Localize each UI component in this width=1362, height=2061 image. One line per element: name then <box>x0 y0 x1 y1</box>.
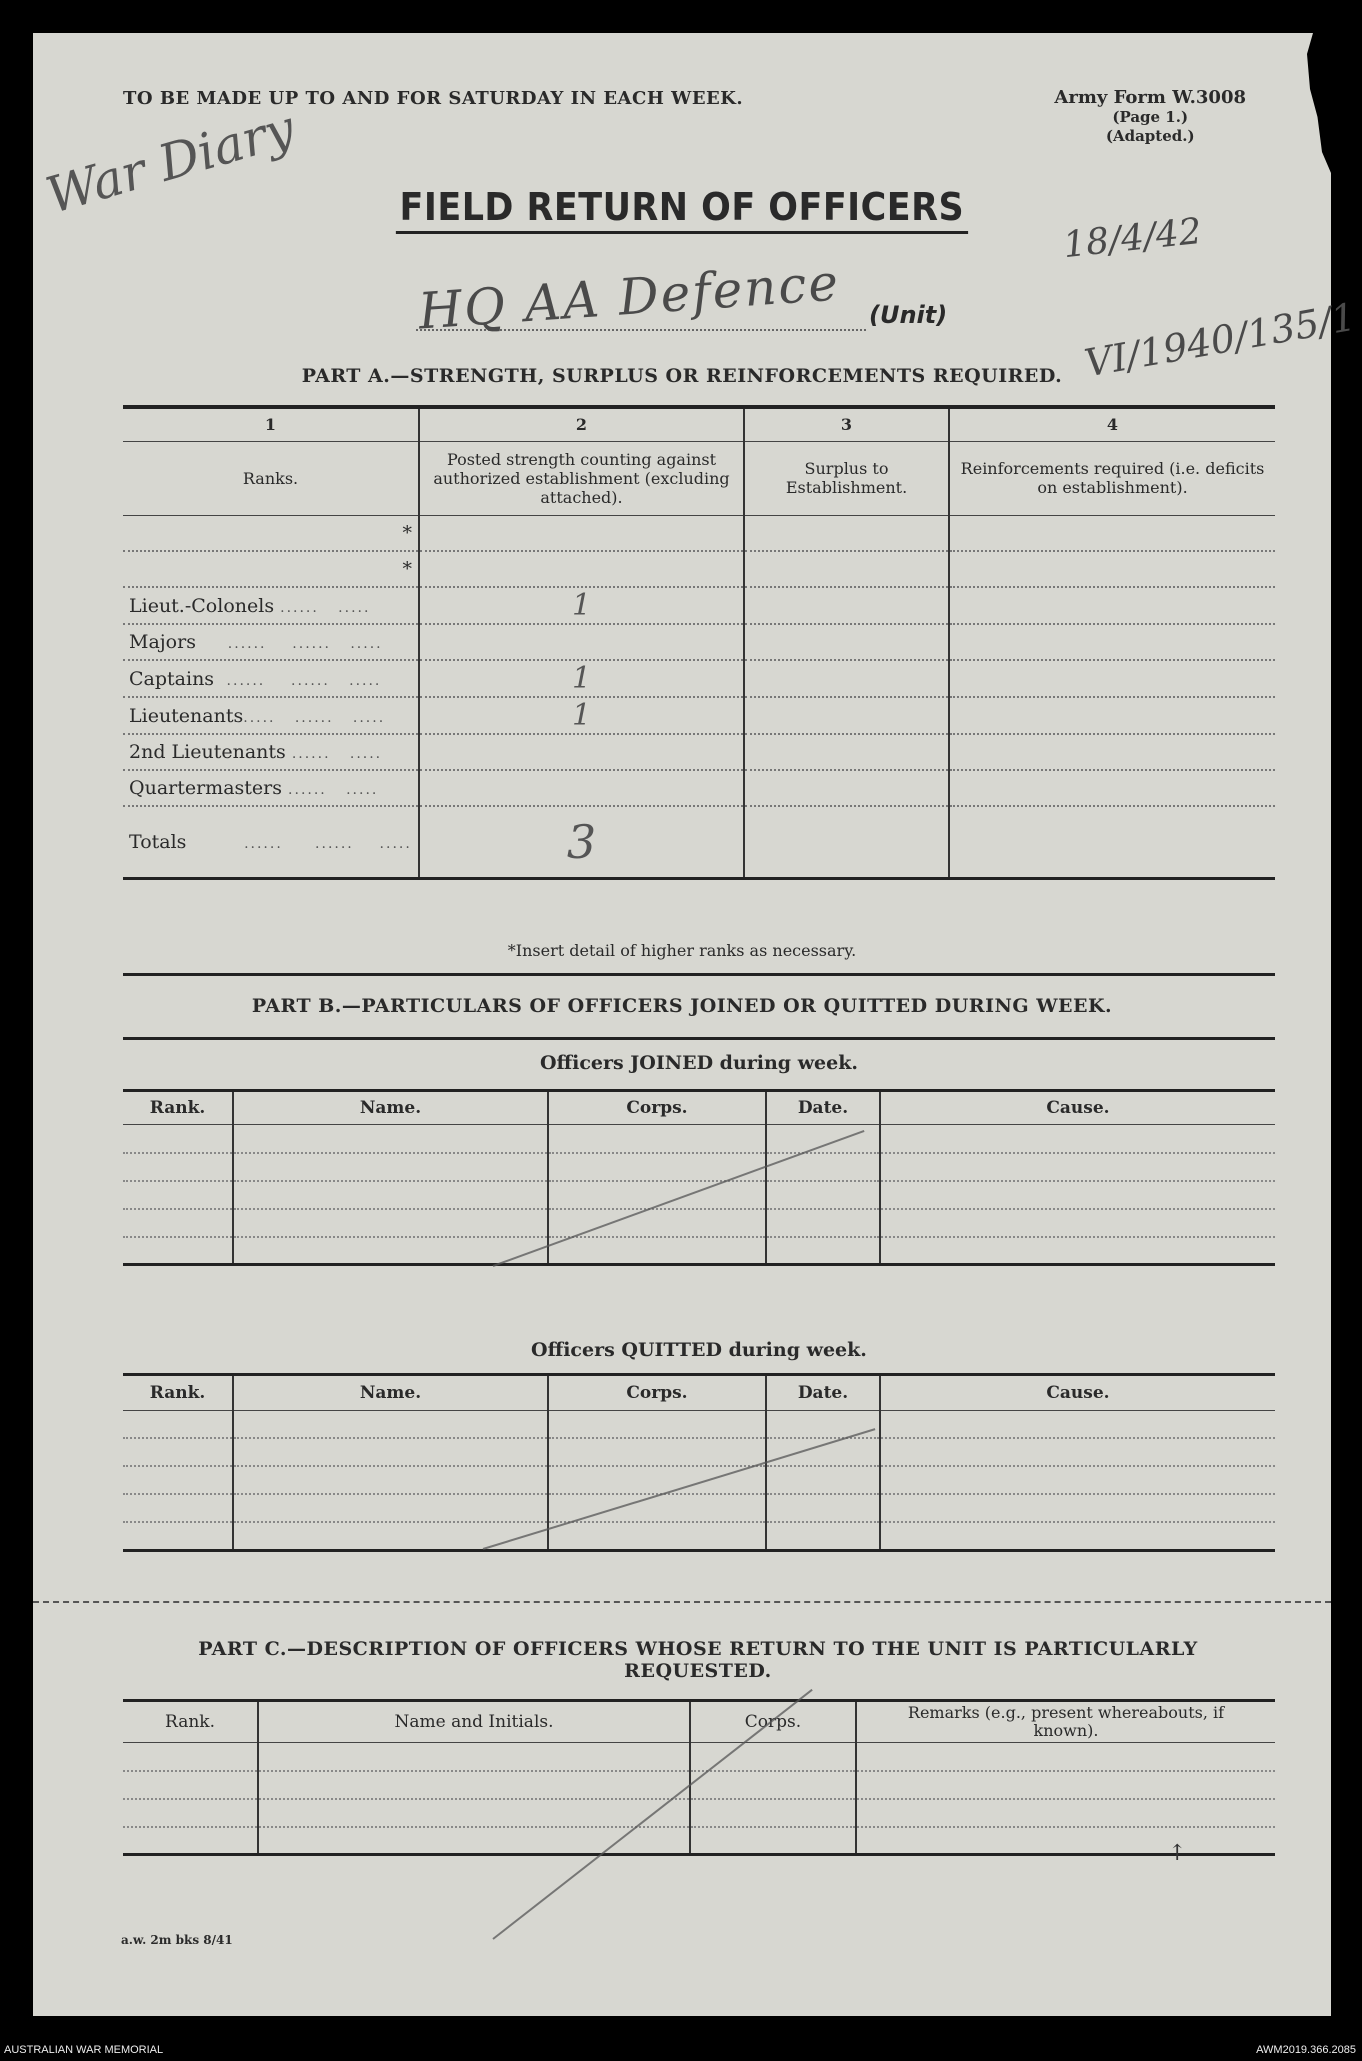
col-cause: Cause. <box>880 1376 1275 1410</box>
table-row <box>123 660 1275 697</box>
table-row <box>123 587 1275 624</box>
form-number-block <box>1054 87 1246 146</box>
table-row <box>123 1743 1275 1771</box>
rank-cell: Majors ...... ...... ..... <box>123 624 419 660</box>
strength-cell <box>419 515 744 551</box>
rank-label: Quartermasters <box>129 777 282 799</box>
rank-cell: Quartermasters ...... ..... <box>123 770 419 806</box>
divider <box>123 973 1275 976</box>
col-name: Name. <box>233 1091 548 1125</box>
col-name-initials: Name and Initials. <box>258 1701 690 1743</box>
col-corps: Corps. <box>690 1701 856 1743</box>
form-sheet <box>33 33 1360 2016</box>
date-annotation: 18/4/42 <box>1061 210 1204 267</box>
col-name: Name. <box>233 1376 548 1410</box>
part-c-heading: PART C.—DESCRIPTION OF OFFICERS WHOSE RETURN TO THE UNIT IS PARTICULARLY REQUESTED. <box>198 1638 1198 1682</box>
rank-cell: Lieutenants..... ...... ..... <box>123 697 419 734</box>
unit-label: (Unit) <box>869 301 948 329</box>
table-row <box>123 734 1275 770</box>
rank-label: Lieut.-Colonels <box>129 594 275 617</box>
col-heading-ranks: Ranks. <box>123 441 419 515</box>
strength-cell: 1 <box>419 697 744 734</box>
totals-row <box>123 806 1275 878</box>
col-number: 2 <box>419 407 744 441</box>
table-row <box>123 1799 1275 1827</box>
strength-cell: 1 <box>419 660 744 697</box>
page-title: FIELD RETURN OF OFFICERS <box>396 185 968 234</box>
unit-handwritten: HQ AA Defence <box>416 253 842 341</box>
table-row <box>123 770 1275 806</box>
quitted-table <box>123 1376 1275 1552</box>
archive-caption: AUSTRALIAN WAR MEMORIAL <box>4 2044 164 2056</box>
perforation-line <box>33 1601 1331 1603</box>
rank-cell: * <box>123 515 419 551</box>
footnote: *Insert detail of higher ranks as necessary. <box>507 941 857 960</box>
strength-cell: 1 <box>419 587 744 624</box>
table-row <box>123 1209 1275 1237</box>
col-corps: Corps. <box>548 1091 766 1125</box>
strength-cell <box>419 770 744 806</box>
strength-cell <box>419 624 744 660</box>
form-adapted: (Adapted.) <box>1105 127 1195 145</box>
table-row <box>123 515 1275 551</box>
col-heading-surplus: Surplus to Establishment. <box>744 441 949 515</box>
col-number: 4 <box>949 407 1275 441</box>
strength-cell <box>419 734 744 770</box>
table-row <box>123 1125 1275 1153</box>
col-date: Date. <box>766 1091 880 1125</box>
part-a-heading: PART A.—STRENGTH, SURPLUS OR REINFORCEMENTS REQUIRED. <box>301 365 1063 387</box>
totals-cell: Totals ...... ...... ..... <box>123 806 419 878</box>
joined-table <box>123 1089 1275 1266</box>
form-number: Army Form W.3008 <box>1054 87 1246 108</box>
form-page: (Page 1.) <box>1112 108 1189 126</box>
divider <box>123 1037 1275 1040</box>
table-row <box>123 1771 1275 1799</box>
table-row <box>123 1466 1275 1494</box>
strength-cell <box>419 551 744 587</box>
rank-cell: * <box>123 551 419 587</box>
col-heading-posted-strength: Posted strength counting against authorized establishment (excluding attached). <box>419 441 744 515</box>
col-cause: Cause. <box>880 1091 1275 1125</box>
col-heading-reinforcements: Reinforcements required (i.e. deficits on establishment). <box>949 441 1275 515</box>
table-row <box>123 1181 1275 1209</box>
quitted-heading: Officers QUITTED during week. <box>531 1339 867 1361</box>
rank-label: Majors <box>129 631 196 653</box>
print-code: a.w. 2m bks 8/41 <box>121 1933 233 1947</box>
table-row <box>123 1410 1275 1438</box>
table-row <box>123 697 1275 734</box>
col-rank: Rank. <box>123 1701 258 1743</box>
rank-label: Lieutenants <box>129 704 244 727</box>
table-row <box>123 1827 1275 1855</box>
rank-cell: Lieut.-Colonels ...... ..... <box>123 587 419 624</box>
rank-cell: Captains ...... ...... ..... <box>123 660 419 697</box>
joined-heading: Officers JOINED during week. <box>539 1052 859 1074</box>
col-number: 3 <box>744 407 949 441</box>
table-row <box>123 624 1275 660</box>
table-row <box>123 551 1275 587</box>
rank-label: 2nd Lieutenants <box>129 741 286 763</box>
war-diary-annotation: War Diary <box>39 99 301 225</box>
rank-cell: 2nd Lieutenants ...... ..... <box>123 734 419 770</box>
table-row <box>123 1494 1275 1522</box>
part-b-heading: PART B.—PARTICULARS OF OFFICERS JOINED OR QUITTED DURING WEEK. <box>251 995 1113 1017</box>
col-rank: Rank. <box>123 1376 233 1410</box>
pencil-mark: ↑ <box>1168 1841 1187 1866</box>
col-rank: Rank. <box>123 1091 233 1125</box>
table-row <box>123 1153 1275 1181</box>
col-date: Date. <box>766 1376 880 1410</box>
instruction-line: TO BE MADE UP TO AND FOR SATURDAY IN EACH WEEK. <box>123 88 744 109</box>
reference-annotation: VI/1940/135/1 <box>1081 294 1360 386</box>
rank-label: Captains <box>129 667 215 690</box>
totals-label: Totals <box>129 830 187 853</box>
col-number: 1 <box>123 407 419 441</box>
col-remarks: Remarks (e.g., present whereabouts, if known). <box>856 1701 1275 1743</box>
torn-corner <box>1301 33 1331 173</box>
table-row <box>123 1522 1275 1550</box>
col-corps: Corps. <box>548 1376 766 1410</box>
table-row <box>123 1237 1275 1265</box>
strength-table <box>123 405 1275 880</box>
archive-id: AWM2019.366.2085 <box>1256 2044 1356 2056</box>
table-row <box>123 1438 1275 1466</box>
totals-value: 3 <box>419 806 744 878</box>
